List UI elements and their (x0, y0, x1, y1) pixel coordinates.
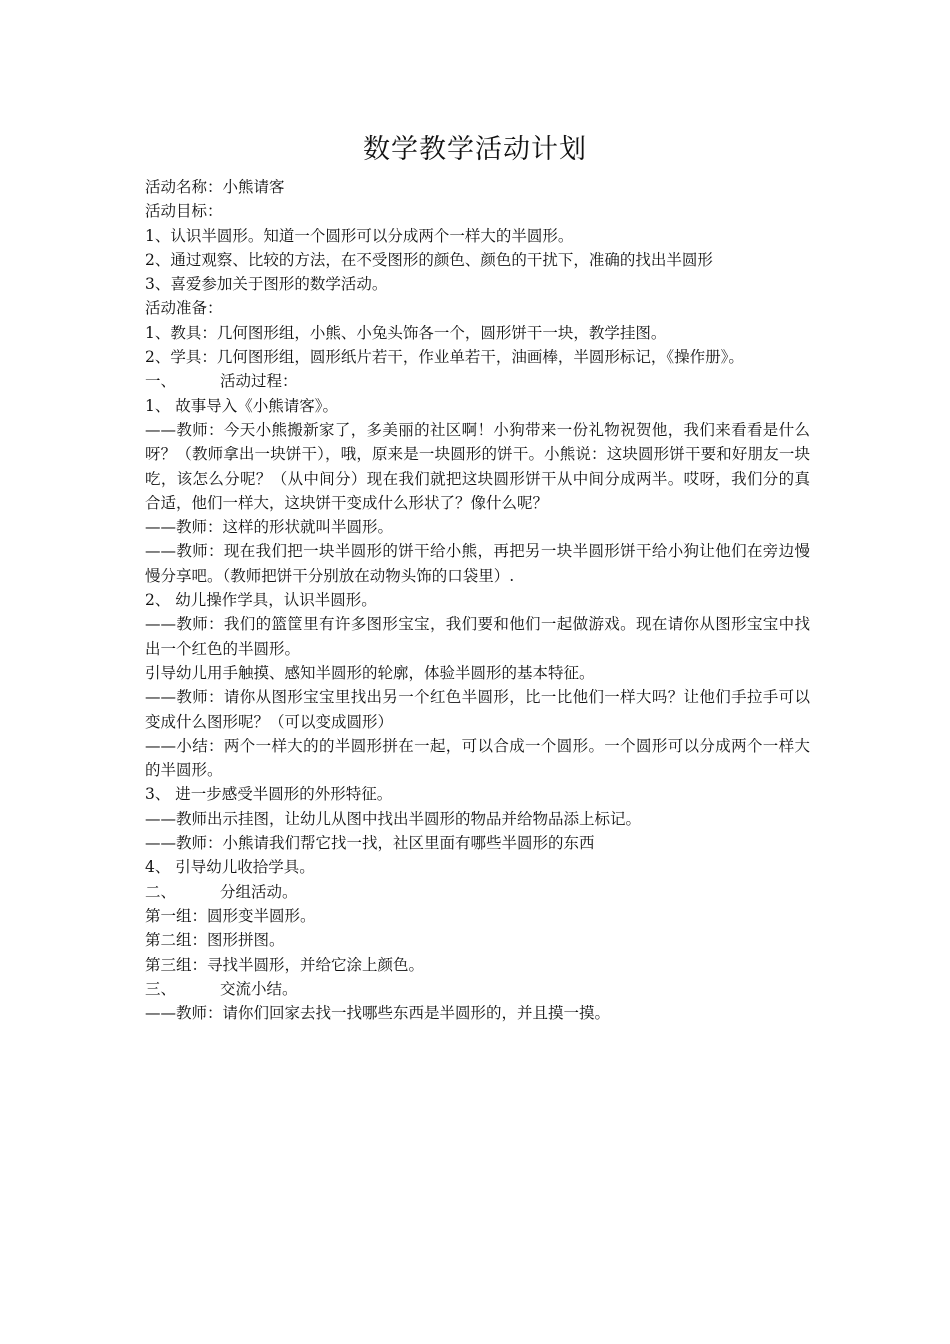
step-heading: 1、 故事导入《小熊请客》。 (145, 396, 339, 415)
section-heading (145, 369, 810, 393)
group-item: 第三组：寻找半圆形，并给它涂上颜色。 (145, 955, 425, 974)
teacher-dialogue: ——教师：我们的篮筐里有许多图形宝宝，我们要和他们一起做游戏。现在请你从图形宝宝中找出一个红色的半圆形。 (145, 615, 810, 658)
section-number: 三、 (145, 979, 177, 998)
goals-heading: 活动目标： (145, 202, 223, 221)
section-heading (145, 977, 810, 1001)
teacher-dialogue: ——教师：这样的形状就叫半圆形。 (145, 518, 394, 537)
group-item: 第一组：圆形变半圆形。 (145, 906, 316, 925)
prep-heading: 活动准备： (145, 299, 223, 318)
teacher-dialogue: ——教师：请你从图形宝宝里找出另一个红色半圆形，比一比他们一样大吗？让他们手拉手可以变成什么图形呢？（可以变成圆形） (145, 688, 810, 731)
document-body (145, 175, 810, 1025)
goal-item: 2、通过观察、比较的方法，在不受图形的颜色、颜色的干扰下，准确的找出半圆形 (145, 250, 713, 269)
summary-text: ——小结：两个一样大的的半圆形拼在一起，可以合成一个圆形。一个圆形可以分成两个一样大的半圆形。 (145, 736, 810, 780)
goal-item: 3、喜爱参加关于图形的数学活动。 (145, 275, 388, 294)
teacher-dialogue: ——教师出示挂图，让幼儿从图中找出半圆形的物品并给物品添上标记。 (145, 809, 642, 828)
activity-name: 活动名称：小熊请客 (145, 178, 285, 196)
step-heading: 3、 进一步感受半圆形的外形特征。 (145, 785, 393, 804)
section-number: 一、 (145, 372, 177, 391)
page-title: 数学教学活动计划 (363, 134, 587, 165)
prep-item: 2、学具：几何图形组，圆形纸片若干，作业单若干，油画棒，半圆形标记，《操作册》。 (145, 348, 744, 367)
section-heading (145, 880, 810, 904)
section-label: 交流小结。 (220, 979, 298, 998)
section-label: 活动过程： (220, 372, 298, 391)
section-number: 二、 (145, 882, 177, 901)
guidance-text: 引导幼儿用手触摸、感知半圆形的轮廓，体验半圆形的基本特征。 (145, 663, 595, 682)
step-heading: 2、 幼儿操作学具，认识半圆形。 (145, 591, 377, 610)
group-item: 第二组：图形拼图。 (145, 931, 285, 950)
closing-text: ——教师：请你们回家去找一找哪些东西是半圆形的，并且摸一摸。 (145, 1004, 611, 1023)
prep-item: 1、教具：几何图形组，小熊、小兔头饰各一个，圆形饼干一块，教学挂图。 (145, 323, 667, 342)
teacher-dialogue: ——教师：小熊请我们帮它找一找，社区里面有哪些半圆形的东西 (145, 834, 595, 853)
teacher-dialogue: ——教师：现在我们把一块半圆形的饼干给小熊，再把另一块半圆形饼干给小狗让他们在旁边慢慢分享吧。（教师把饼干分别放在动物头饰的口袋里）. (145, 542, 810, 585)
teacher-dialogue: ——教师：今天小熊搬新家了，多美丽的社区啊！小狗带来一份礼物祝贺他，我们来看看是什么呀？（教师拿出一块饼干），哦，原来是一块圆形的饼干。小熊说：这块圆形饼干要和好朋友一块吃，该怎么分呢？（从中间分）现在我们就把这块圆形饼干从中间分成两半。哎呀，我们分的真合适，他们一样大，这块饼干变成什么形状了？像什么呢？ (145, 420, 810, 512)
goal-item: 1、认识半圆形。知道一个圆形可以分成两个一样大的半圆形。 (145, 226, 574, 245)
section-label: 分组活动。 (220, 882, 298, 901)
step-heading: 4、 引导幼儿收拾学具。 (145, 858, 315, 877)
